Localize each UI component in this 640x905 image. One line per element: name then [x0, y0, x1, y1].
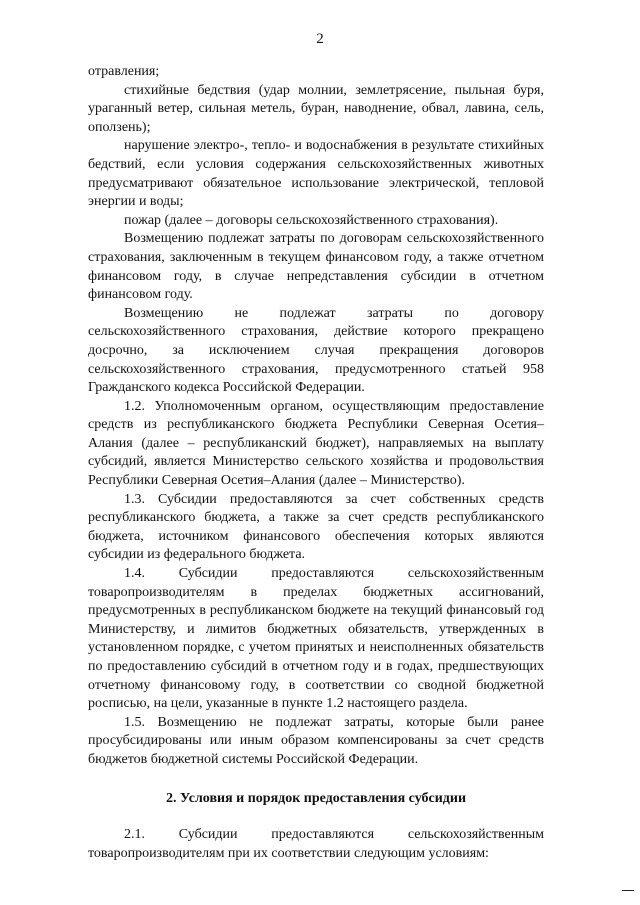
paragraph-1-5: 1.5. Возмещению не подлежат затраты, которые были ранее просубсидированы или иным образом компенсированы за счет средств бюджетов бюджетной системы Российской Федерации.	[88, 714, 544, 767]
paragraph-2-1: 2.1. Субсидии предоставляются сельскохозяйственным товаропроизводителям при их соответствии следующим условиям:	[88, 827, 544, 861]
paragraph-1-4: 1.4. Субсидии предоставляются сельскохозяйственным товаропроизводителям в пределах бюджетных ассигнований, предусмотренных в республиканском бюджете на текущий финансовый год Министерству, и лимитов бюджетных обязательств, утвержденных в установленном порядке, с учетом принятых и неисполненных обязательств по предоставлению субсидий в отчетном году и в годах, предшествующих отчетному финансовому году, в соответствии со сводной бюджетной росписью, на цели, указанные в пункте 1.2 настоящего раздела.	[88, 566, 544, 712]
document-body	[88, 63, 544, 863]
paragraph-1-3: 1.3. Субсидии предоставляются за счет собственных средств республиканского бюджета, а также за счет средств республиканского бюджета, источником финансового обеспечения которых являются субсидии из федерального бюджета.	[88, 491, 544, 563]
paragraph: отравления;	[88, 64, 160, 79]
paragraph: пожар (далее – договоры сельскохозяйственного страхования).	[124, 212, 499, 228]
paragraph: стихийные бедствия (удар молнии, землетрясение, пыльная буря, ураганный ветер, сильная метель, буран, наводнение, обвал, лавина, сель, оползень);	[88, 82, 544, 135]
scan-edge-mark	[622, 890, 634, 891]
paragraph: Возмещению подлежат затраты по договорам сельскохозяйственного страхования, заключенным в текущем финансовом году, а также отчетном финансовом году, в случае непредставления субсидии в отчетном финансовом году.	[88, 231, 544, 303]
paragraph: Возмещению не подлежат затраты по договору сельскохозяйственного страхования, действие которого прекращено досрочно, за исключением случая прекращения договоров сельскохозяйственного страхования, предусмотренного статьей 958 Гражданского кодекса Российской Федерации.	[88, 305, 544, 396]
paragraph-1-2: 1.2. Уполномоченным органом, осуществляющим предоставление средств из республиканского бюджета Республики Северная Осетия–Алания (далее – республиканский бюджет), направляемых на выплату субсидий, является Министерство сельского хозяйства и продовольствия Республики Северная Осетия–Алания (далее – Министерство).	[88, 398, 544, 489]
section-heading: 2. Условия и порядок предоставления субсидии	[165, 790, 467, 806]
page-number: 2	[316, 31, 324, 47]
paragraph: нарушение электро-, тепло- и водоснабжения в результате стихийных бедствий, если условия содержания сельскохозяйственных животных предусматривают обязательное использование электрической, тепловой энергии и воды;	[88, 138, 544, 210]
